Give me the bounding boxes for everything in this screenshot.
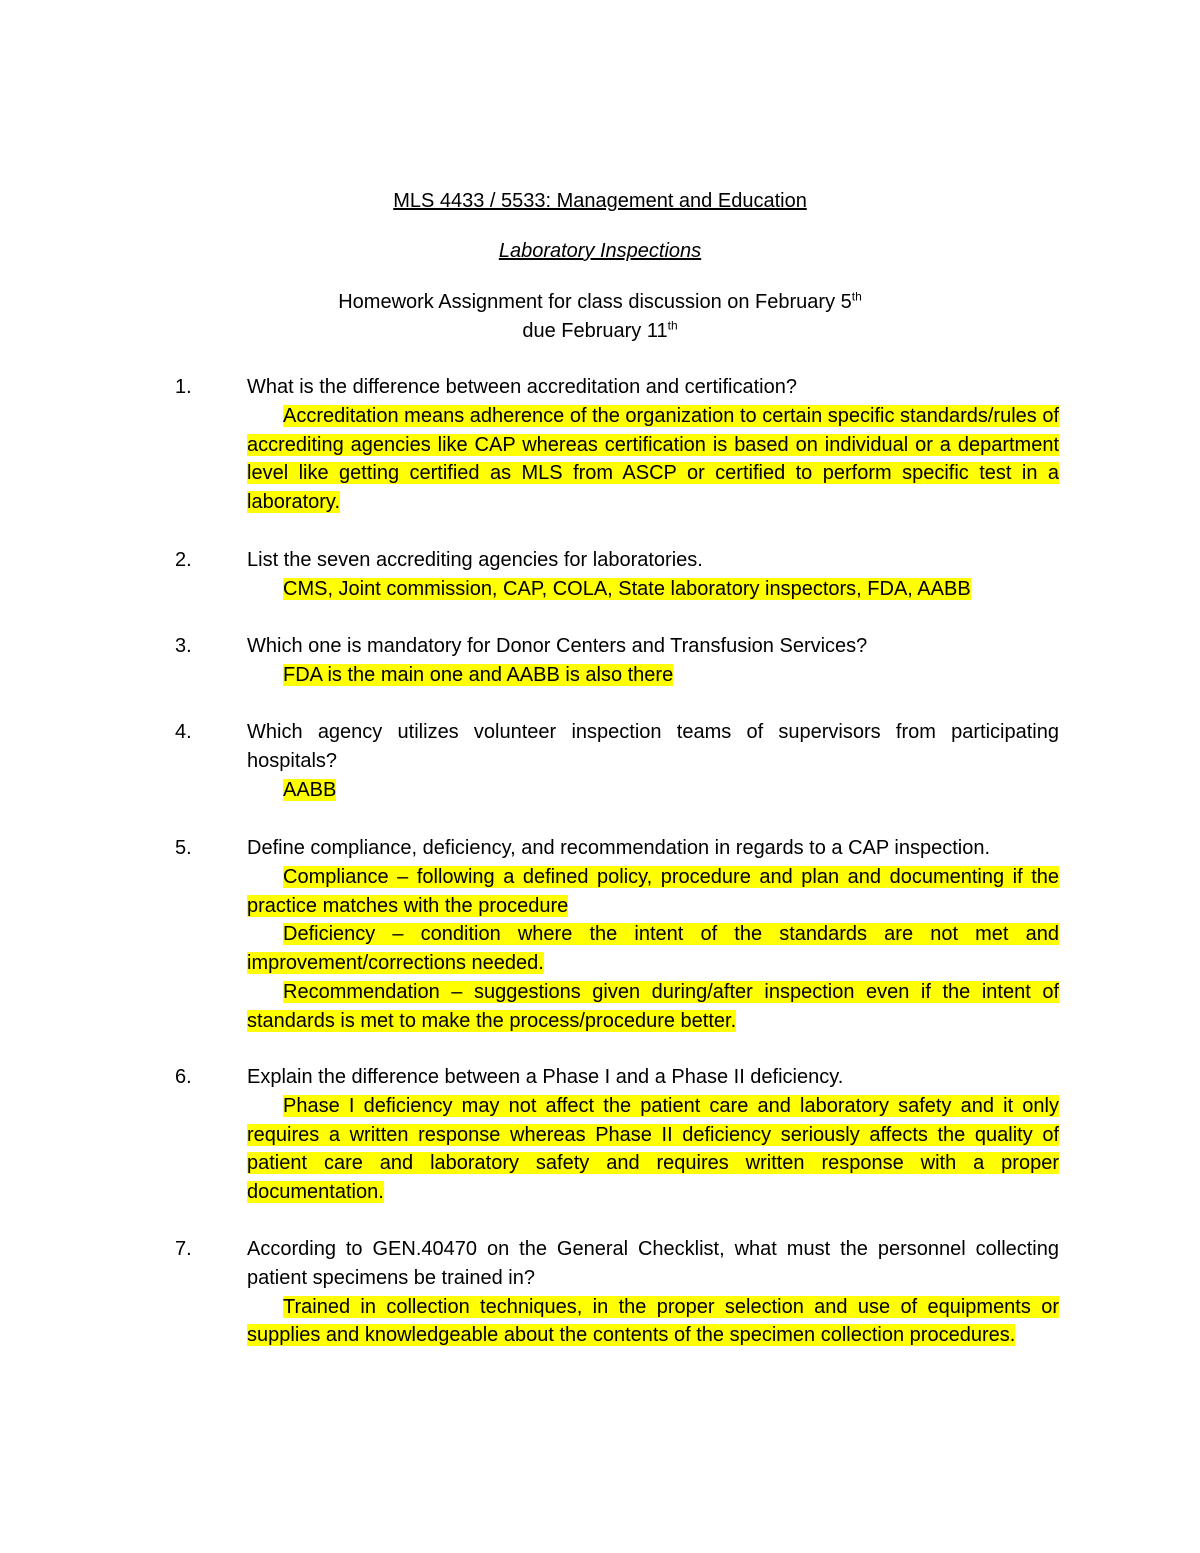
question-item-1: [175, 373, 1059, 517]
course-title: MLS 4433 / 5533: Management and Education: [393, 190, 807, 212]
assignment-info: [0, 288, 1200, 346]
assignment-line: [0, 288, 1200, 317]
due-text: due February 11: [522, 320, 668, 342]
question-text: List the seven accrediting agencies for laboratories.: [247, 549, 703, 571]
answer-paragraph: [247, 920, 1059, 978]
answer-paragraph: [247, 661, 1059, 690]
question-text: Which agency utilizes volunteer inspection teams of supervisors from participating hospitals?: [247, 721, 1059, 772]
question-number: 1.: [175, 376, 192, 398]
highlighted-answer: Trained in collection techniques, in the proper selection and use of equipments or supplies and knowledgeable about the contents of the specimen collection procedures.: [247, 1295, 1059, 1347]
question-number: 6.: [175, 1066, 192, 1088]
question-text: Explain the difference between a Phase I and a Phase II deficiency.: [247, 1066, 844, 1088]
answer-paragraph: [247, 863, 1059, 921]
highlighted-answer: Accreditation means adherence of the organization to certain specific standards/rules of accrediting agencies like CAP whereas certification is based on individual or a department level like getting certified as MLS from ASCP or certified to perform specific test in a laboratory.: [247, 404, 1059, 514]
highlighted-answer: AABB: [283, 778, 337, 801]
question-text: According to GEN.40470 on the General Checklist, what must the personnel collecting patient specimens be trained in?: [247, 1238, 1059, 1289]
answer-paragraph: [247, 1293, 1059, 1351]
question-text: What is the difference between accreditation and certification?: [247, 376, 797, 398]
answer-paragraph: [247, 402, 1059, 517]
highlighted-answer: CMS, Joint commission, CAP, COLA, State laboratory inspectors, FDA, AABB: [283, 577, 971, 600]
answer-paragraph: [247, 776, 1059, 805]
answer-paragraph: [247, 978, 1059, 1036]
due-superscript: th: [667, 318, 678, 333]
assignment-superscript: th: [851, 289, 862, 304]
question-item-3: [175, 632, 1059, 690]
highlighted-answer: Phase I deficiency may not affect the patient care and laboratory safety and it only requires a written response whereas Phase II deficiency seriously affects the quality of patient care and laboratory safety and requires written response with a proper documentation.: [247, 1094, 1059, 1204]
question-text: Which one is mandatory for Donor Centers and Transfusion Services?: [247, 635, 868, 657]
answer-paragraph: [247, 575, 1059, 604]
question-number: 3.: [175, 635, 192, 657]
topic-title: Laboratory Inspections: [498, 240, 702, 262]
highlighted-answer: Compliance – following a defined policy, procedure and plan and documenting if the practice matches with the procedure: [247, 865, 1059, 917]
question-number: 4.: [175, 721, 192, 743]
assignment-text: Homework Assignment for class discussion on February 5: [338, 291, 852, 313]
question-item-2: [175, 546, 1059, 604]
highlighted-answer: FDA is the main one and AABB is also there: [283, 663, 674, 686]
question-item-4: [175, 718, 1059, 804]
highlighted-answer: Deficiency – condition where the intent of the standards are not met and improvement/corrections needed.: [247, 923, 1059, 975]
question-item-7: [175, 1235, 1059, 1350]
answer-paragraph: [247, 1092, 1059, 1207]
question-text: Define compliance, deficiency, and recommendation in regards to a CAP inspection.: [247, 837, 990, 859]
question-item-6: [175, 1063, 1059, 1207]
question-number: 2.: [175, 549, 192, 571]
due-line: [0, 317, 1200, 346]
question-item-5: [175, 834, 1059, 1036]
highlighted-answer: Recommendation – suggestions given during/after inspection even if the intent of standards is met to make the process/procedure better.: [247, 980, 1059, 1032]
question-number: 5.: [175, 837, 192, 859]
question-number: 7.: [175, 1238, 192, 1260]
